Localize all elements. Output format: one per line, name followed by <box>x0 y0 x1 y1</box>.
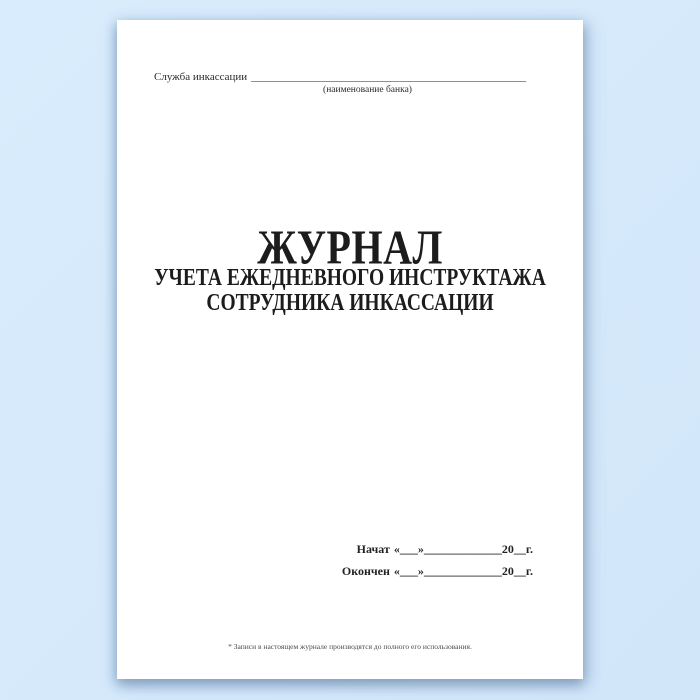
journal-subtitle-line2: СОТРУДНИКА ИНКАССАЦИИ <box>206 289 494 316</box>
usage-footnote: * Записи в настоящем журнале производятся до полного его использования. <box>228 642 472 651</box>
finished-blank-line: «___»_____________20__г. <box>393 564 533 578</box>
started-row <box>342 543 533 555</box>
finished-row <box>342 565 533 577</box>
started-label: Начат <box>356 542 390 556</box>
service-label: Служба инкассации <box>154 71 248 83</box>
finished-label: Окончен <box>341 564 390 578</box>
bank-name-blank-line: __________________________________________________ <box>251 71 527 83</box>
bank-name-caption: (наименование банка) <box>323 85 412 95</box>
journal-title: ЖУРНАЛ <box>257 219 443 275</box>
started-blank-line: «___»_____________20__г. <box>393 542 533 556</box>
service-line <box>154 72 526 83</box>
journal-cover-page <box>117 20 583 679</box>
journal-subtitle-line1: УЧЕТА ЕЖЕДНЕВНОГО ИНСТРУКТАЖА <box>154 264 546 291</box>
dates-block <box>342 543 533 587</box>
